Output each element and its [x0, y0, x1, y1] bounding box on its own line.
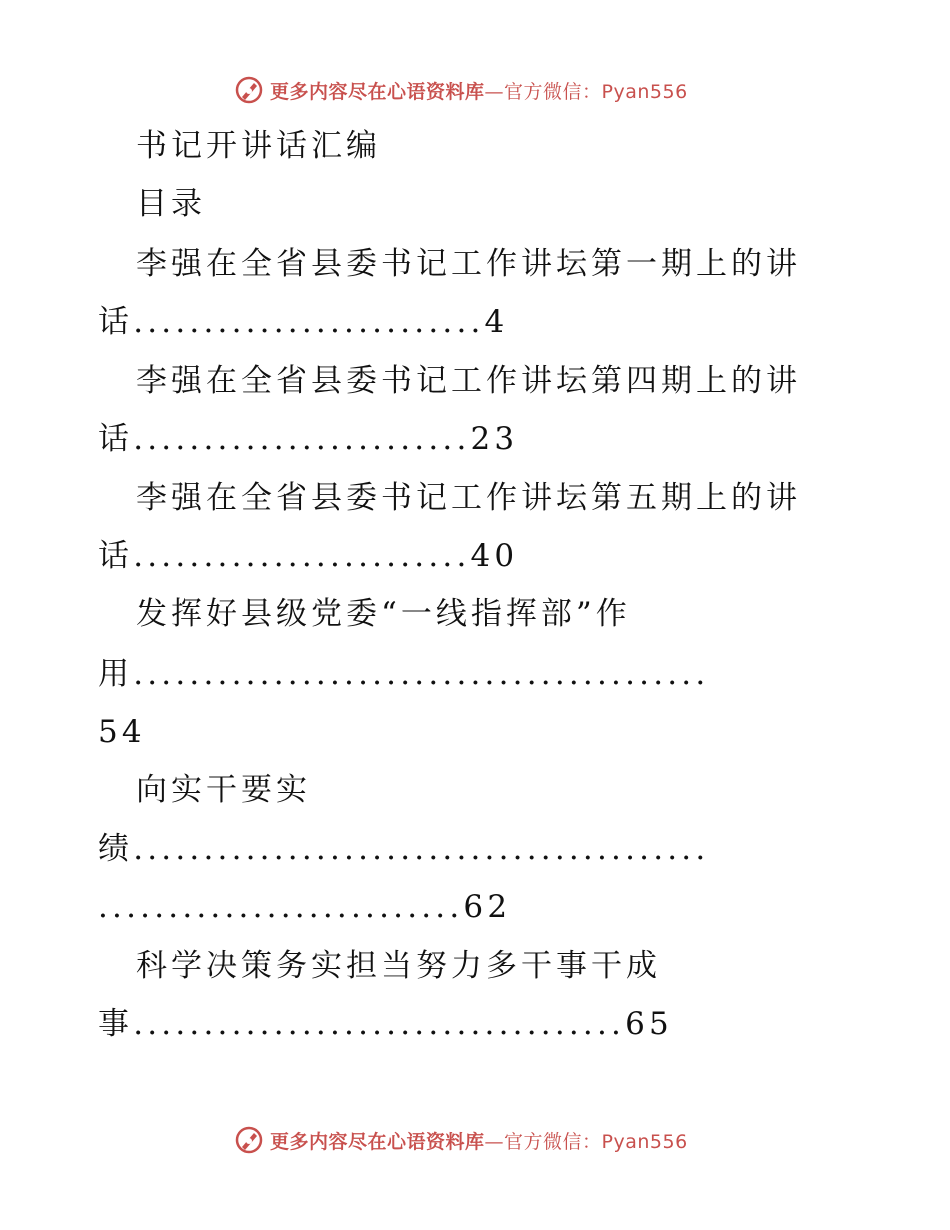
toc-entry-4-title: 发挥好县级党委“一线指挥部”作 — [136, 596, 631, 632]
pen-logo-icon — [234, 1125, 264, 1155]
toc-entry-5-title: 向实干要实 — [136, 772, 311, 808]
banner-sub-text: 官方微信： — [504, 80, 602, 103]
banner-main-text: 更多内容尽在心语资料库 — [270, 80, 485, 103]
document-title: 书记开讲话汇编 — [136, 128, 381, 164]
banner-dash: — — [484, 80, 505, 103]
banner-sub-text: 官方微信： — [504, 1130, 602, 1153]
toc-entry-6-leader: 事...................................65 — [98, 1006, 673, 1042]
toc-entry-2-leader: 话........................23 — [98, 421, 519, 457]
toc-entry-1-leader: 话.........................4 — [98, 304, 509, 340]
toc-entry-5-leader: 绩......................................... — [98, 831, 710, 867]
toc-entry-4-leader: 用......................................... — [98, 656, 710, 692]
footer-banner — [234, 1122, 714, 1158]
banner-dash: — — [484, 1130, 505, 1153]
toc-entry-4-page: 54 — [98, 714, 146, 750]
banner-wechat-id: Pyan556 — [601, 1130, 688, 1153]
toc-heading: 目录 — [136, 186, 206, 222]
banner-wechat-id: Pyan556 — [601, 80, 688, 103]
banner-main-text: 更多内容尽在心语资料库 — [270, 1130, 485, 1153]
toc-entry-2-title: 李强在全省县委书记工作讲坛第四期上的讲 — [136, 363, 801, 399]
banner-text — [270, 77, 688, 104]
toc-entry-3-leader: 话........................40 — [98, 538, 519, 574]
toc-entry-5-page: ..........................62 — [98, 889, 512, 925]
toc-entry-1-title: 李强在全省县委书记工作讲坛第一期上的讲 — [136, 246, 801, 282]
header-banner — [234, 72, 714, 108]
toc-entry-6-title: 科学决策务实担当努力多干事干成 — [136, 948, 661, 984]
pen-logo-icon — [234, 75, 264, 105]
banner-text — [270, 1127, 688, 1154]
toc-entry-3-title: 李强在全省县委书记工作讲坛第五期上的讲 — [136, 480, 801, 516]
